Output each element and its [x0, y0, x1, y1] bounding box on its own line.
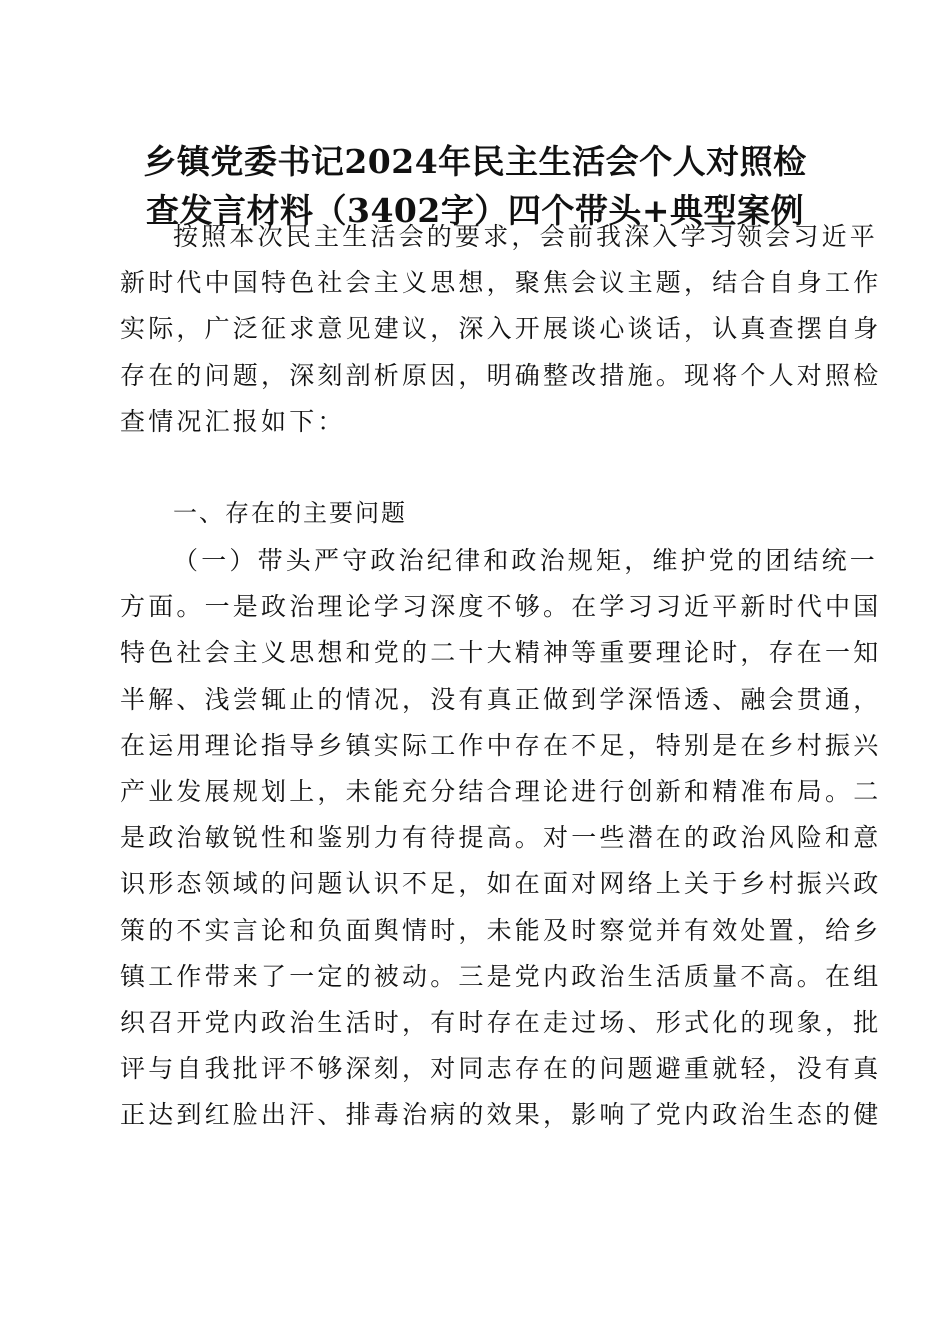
section-line: 特色社会主义思想和党的二十大精神等重要理论时，存在一知 — [120, 638, 882, 668]
section-paragraph — [120, 538, 882, 1138]
section-line: 识形态领域的问题认识不足，如在面对网络上关于乡村振兴政 — [120, 869, 882, 899]
section-line: 评与自我批评不够深刻，对同志存在的问题避重就轻，没有真 — [120, 1054, 882, 1084]
intro-line: 查情况汇报如下： — [120, 406, 346, 436]
intro-line: 实际，广泛征求意见建议，深入开展谈心谈话，认真查摆自身 — [120, 314, 882, 344]
title-line-2: 查发言材料（3402字）四个带头+典型案例 — [146, 191, 804, 230]
section-line: 产业发展规划上，未能充分结合理论进行创新和精准布局。二 — [120, 776, 882, 806]
section-line: 织召开党内政治生活时，有时存在走过场、形式化的现象，批 — [120, 1007, 882, 1037]
section-line: 半解、浅尝辄止的情况，没有真正做到学深悟透、融会贯通， — [120, 684, 882, 714]
section-line: 在运用理论指导乡镇实际工作中存在不足，特别是在乡村振兴 — [120, 730, 882, 760]
section-line: 镇工作带来了一定的被动。三是党内政治生活质量不高。在组 — [120, 961, 882, 991]
section-line: （一）带头严守政治纪律和政治规矩，维护党的团结统一 — [173, 546, 879, 575]
intro-line: 按照本次民主生活会的要求，会前我深入学习领会习近平 — [173, 222, 879, 251]
intro-line: 存在的问题，深刻剖析原因，明确整改措施。现将个人对照检 — [120, 360, 882, 390]
section-line: 正达到红脸出汗、排毒治病的效果，影响了党内政治生态的健 — [120, 1100, 882, 1130]
section-heading: 一、存在的主要问题 — [173, 499, 407, 527]
title-line-1: 乡镇党委书记2024年民主生活会个人对照检 — [143, 142, 807, 181]
intro-paragraph — [120, 214, 882, 445]
section-line: 是政治敏锐性和鉴别力有待提高。对一些潜在的政治风险和意 — [120, 823, 882, 853]
intro-line: 新时代中国特色社会主义思想，聚焦会议主题，结合自身工作 — [120, 268, 882, 298]
section-line: 策的不实言论和负面舆情时，未能及时察觉并有效处置，给乡 — [120, 915, 882, 945]
section-line: 方面。一是政治理论学习深度不够。在学习习近平新时代中国 — [120, 592, 882, 622]
